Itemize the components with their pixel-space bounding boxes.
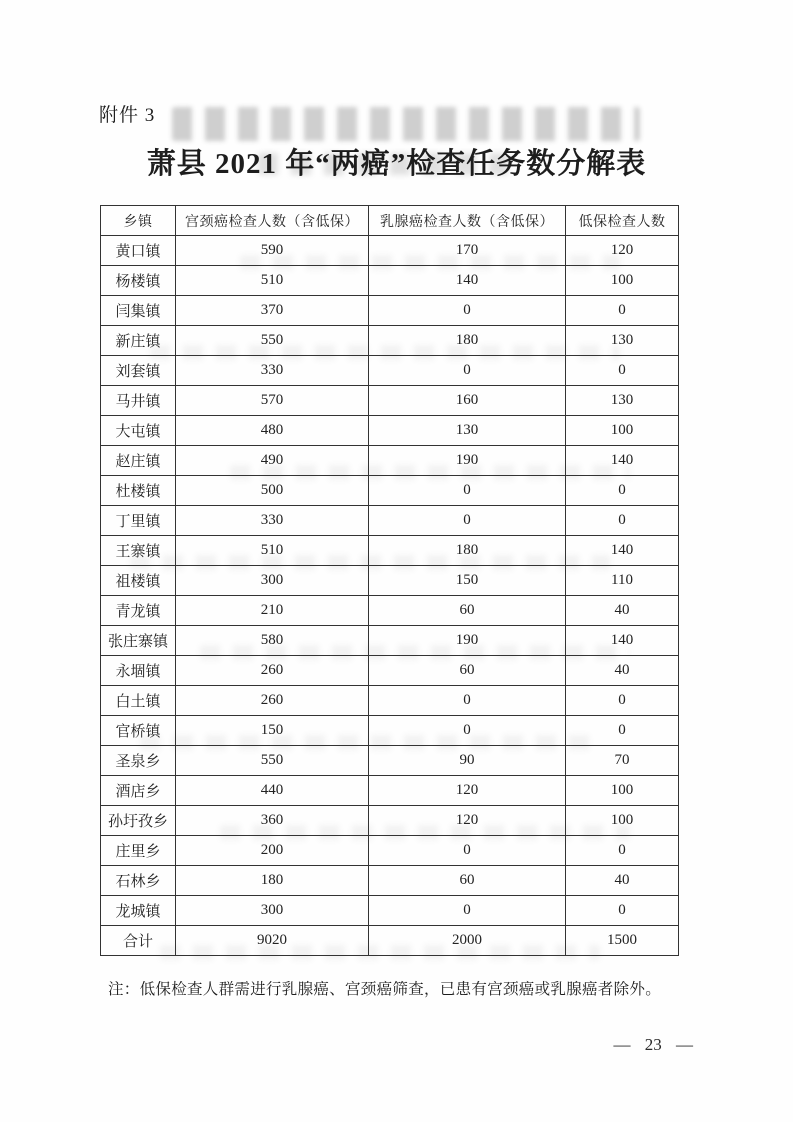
township-cell: 官桥镇: [101, 716, 176, 746]
total-cervical-cell: 9020: [176, 926, 369, 956]
value-cell: 0: [369, 686, 566, 716]
value-cell: 100: [566, 266, 679, 296]
table-row: [101, 386, 679, 416]
value-cell: 40: [566, 866, 679, 896]
value-cell: 90: [369, 746, 566, 776]
value-cell: 40: [566, 656, 679, 686]
township-cell: 圣泉乡: [101, 746, 176, 776]
value-cell: 200: [176, 836, 369, 866]
value-cell: 130: [369, 416, 566, 446]
page-number: — 23 —: [613, 1035, 693, 1054]
township-cell: 白土镇: [101, 686, 176, 716]
value-cell: 0: [566, 686, 679, 716]
table-header-row: [101, 206, 679, 236]
township-cell: 丁里镇: [101, 506, 176, 536]
value-cell: 140: [566, 446, 679, 476]
value-cell: 70: [566, 746, 679, 776]
township-cell: 刘套镇: [101, 356, 176, 386]
value-cell: 330: [176, 356, 369, 386]
value-cell: 140: [369, 266, 566, 296]
value-cell: 60: [369, 596, 566, 626]
footnote: 注：低保检查人群需进行乳腺癌、宫颈癌筛查，已患有宫颈癌或乳腺癌者除外。: [108, 981, 662, 998]
value-cell: 0: [566, 476, 679, 506]
attachment-label: 附件 3: [99, 105, 156, 126]
value-cell: 180: [369, 326, 566, 356]
value-cell: 570: [176, 386, 369, 416]
table-row: [101, 836, 679, 866]
table-row: [101, 596, 679, 626]
table-row: [101, 746, 679, 776]
value-cell: 0: [566, 716, 679, 746]
value-cell: 180: [176, 866, 369, 896]
township-cell: 黄口镇: [101, 236, 176, 266]
total-row: [101, 926, 679, 956]
value-cell: 180: [369, 536, 566, 566]
value-cell: 190: [369, 446, 566, 476]
value-cell: 300: [176, 896, 369, 926]
value-cell: 60: [369, 866, 566, 896]
value-cell: 120: [369, 806, 566, 836]
value-cell: 550: [176, 326, 369, 356]
value-cell: 140: [566, 626, 679, 656]
col-header-township: 乡镇: [101, 206, 176, 236]
value-cell: 210: [176, 596, 369, 626]
table-row: [101, 626, 679, 656]
total-label-cell: 合计: [101, 926, 176, 956]
value-cell: 0: [369, 296, 566, 326]
value-cell: 510: [176, 536, 369, 566]
value-cell: 360: [176, 806, 369, 836]
value-cell: 0: [566, 506, 679, 536]
township-cell: 马井镇: [101, 386, 176, 416]
value-cell: 120: [566, 236, 679, 266]
township-cell: 祖楼镇: [101, 566, 176, 596]
township-cell: 张庄寨镇: [101, 626, 176, 656]
value-cell: 500: [176, 476, 369, 506]
value-cell: 260: [176, 656, 369, 686]
table-row: [101, 536, 679, 566]
value-cell: 550: [176, 746, 369, 776]
col-header-cervical-count: 宫颈癌检查人数（含低保）: [176, 206, 369, 236]
col-header-breast-count: 乳腺癌检查人数（含低保）: [369, 206, 566, 236]
value-cell: 40: [566, 596, 679, 626]
value-cell: 480: [176, 416, 369, 446]
table-row: [101, 326, 679, 356]
value-cell: 170: [369, 236, 566, 266]
township-cell: 石林乡: [101, 866, 176, 896]
value-cell: 0: [566, 896, 679, 926]
value-cell: 300: [176, 566, 369, 596]
value-cell: 160: [369, 386, 566, 416]
value-cell: 100: [566, 776, 679, 806]
total-breast-cell: 2000: [369, 926, 566, 956]
value-cell: 100: [566, 416, 679, 446]
value-cell: 150: [176, 716, 369, 746]
value-cell: 0: [369, 836, 566, 866]
total-lowincome-cell: 1500: [566, 926, 679, 956]
township-cell: 永堌镇: [101, 656, 176, 686]
table-body: [101, 236, 679, 926]
task-breakdown-table: [100, 205, 679, 956]
table-row: [101, 266, 679, 296]
value-cell: 260: [176, 686, 369, 716]
table-row: [101, 236, 679, 266]
value-cell: 0: [369, 506, 566, 536]
township-cell: 王寨镇: [101, 536, 176, 566]
table-row: [101, 566, 679, 596]
page-title: 萧县 2021 年“两癌”检查任务数分解表: [146, 148, 647, 180]
bleedthrough-artifact: [172, 107, 640, 141]
value-cell: 330: [176, 506, 369, 536]
township-cell: 酒店乡: [101, 776, 176, 806]
value-cell: 110: [566, 566, 679, 596]
value-cell: 190: [369, 626, 566, 656]
value-cell: 370: [176, 296, 369, 326]
table-row: [101, 296, 679, 326]
value-cell: 60: [369, 656, 566, 686]
value-cell: 140: [566, 536, 679, 566]
value-cell: 510: [176, 266, 369, 296]
table-row: [101, 896, 679, 926]
table-row: [101, 716, 679, 746]
township-cell: 庄里乡: [101, 836, 176, 866]
table-row: [101, 776, 679, 806]
value-cell: 0: [369, 356, 566, 386]
value-cell: 0: [566, 836, 679, 866]
value-cell: 0: [369, 896, 566, 926]
value-cell: 100: [566, 806, 679, 836]
value-cell: 130: [566, 386, 679, 416]
table-row: [101, 476, 679, 506]
table-row: [101, 446, 679, 476]
township-cell: 赵庄镇: [101, 446, 176, 476]
township-cell: 杨楼镇: [101, 266, 176, 296]
value-cell: 590: [176, 236, 369, 266]
table-row: [101, 866, 679, 896]
township-cell: 青龙镇: [101, 596, 176, 626]
township-cell: 杜楼镇: [101, 476, 176, 506]
value-cell: 150: [369, 566, 566, 596]
value-cell: 580: [176, 626, 369, 656]
township-cell: 新庄镇: [101, 326, 176, 356]
value-cell: 0: [566, 356, 679, 386]
value-cell: 0: [566, 296, 679, 326]
value-cell: 0: [369, 476, 566, 506]
value-cell: 0: [369, 716, 566, 746]
township-cell: 孙圩孜乡: [101, 806, 176, 836]
table-row: [101, 686, 679, 716]
township-cell: 闫集镇: [101, 296, 176, 326]
value-cell: 120: [369, 776, 566, 806]
value-cell: 130: [566, 326, 679, 356]
table-row: [101, 506, 679, 536]
value-cell: 490: [176, 446, 369, 476]
township-cell: 大屯镇: [101, 416, 176, 446]
table-row: [101, 806, 679, 836]
table-row: [101, 416, 679, 446]
table-row: [101, 356, 679, 386]
table-row: [101, 656, 679, 686]
col-header-lowincome-count: 低保检查人数: [566, 206, 679, 236]
value-cell: 440: [176, 776, 369, 806]
township-cell: 龙城镇: [101, 896, 176, 926]
